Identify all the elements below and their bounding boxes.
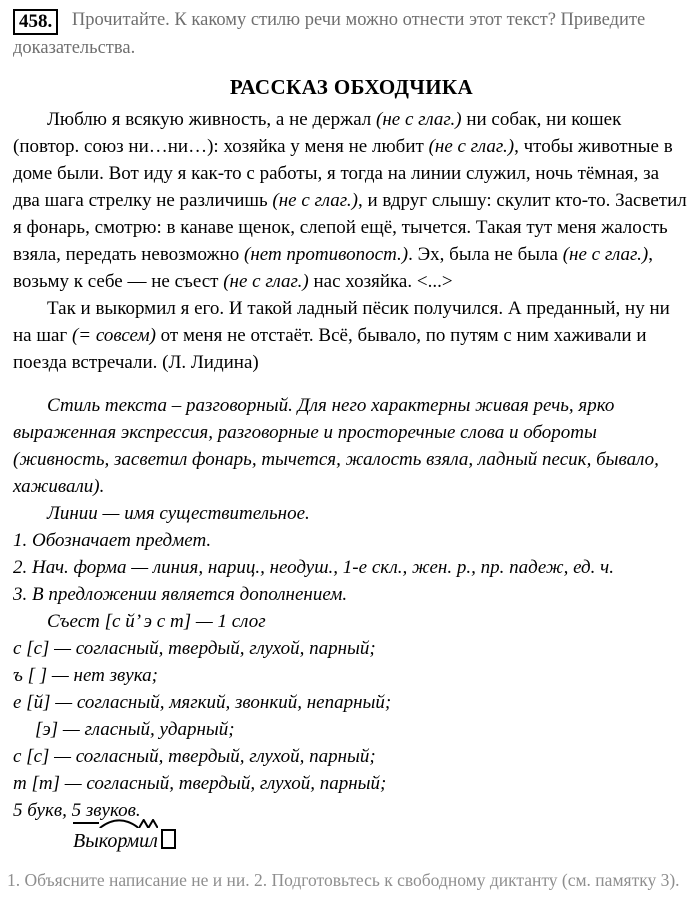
exercise-header bbox=[13, 7, 690, 62]
phonetic-line-hard-sign: ъ [ ] — нет звука; bbox=[13, 665, 158, 686]
grammar-note: (не с глаг.) bbox=[223, 271, 309, 292]
prefix-text: Вы bbox=[73, 830, 99, 852]
letters-sounds-count: 5 букв, 5 звуков. bbox=[13, 800, 141, 821]
analysis-section bbox=[13, 392, 690, 858]
text-run: от меня не отстаёт. Всё, бывало, по путям с ним хаживали и поезда встречали. (Л. Лидина) bbox=[13, 325, 647, 373]
phonetics-heading: Съест [с й’ э с т] — 1 слог bbox=[47, 611, 266, 632]
grammar-note: (не с глаг.) bbox=[376, 109, 462, 130]
morpheme-root bbox=[99, 828, 139, 855]
text-run: . Эх, была не была bbox=[408, 244, 563, 265]
text-run: , возьму к себе — не съест bbox=[13, 244, 653, 292]
text-run: , чтобы животные в доме были. Вот иду я как-то с работы, я тогда на линии служил, ночь тёмная, за два шага стрелку не различишь bbox=[13, 136, 673, 211]
grammar-note: (не с глаг.) bbox=[428, 136, 515, 157]
phonetic-line-s1: с [с] — согласный, твердый, глухой, парный; bbox=[13, 638, 376, 659]
text-run: , и вдруг слышу: скулит кто-то. Засветил я фонарь, смотрю: в канаве щенок, слепой ещё, тычется. Такая тут меня жалость взяла, передать невозможно bbox=[13, 190, 687, 265]
grammar-note: (не с глаг.) bbox=[272, 190, 358, 211]
morpheme-prefix bbox=[73, 828, 99, 855]
story-paragraph-2 bbox=[13, 295, 690, 376]
text-run: Так и выкормил я его. И такой ладный пёсик получился. А преданный, ну ни на шаг bbox=[13, 298, 670, 346]
word-parse-vykormil bbox=[73, 828, 690, 858]
phonetic-line-s2: с [с] — согласный, твердый, глухой, парный; bbox=[13, 746, 376, 767]
story-title: РАССКАЗ ОБХОДЧИКА bbox=[229, 75, 474, 99]
suffix-caret-marks bbox=[139, 819, 158, 828]
morphology-item-3: 3. В предложении является дополнением. bbox=[13, 584, 348, 605]
root-text: корм bbox=[98, 830, 140, 852]
grammar-note: (не с глаг.) bbox=[562, 244, 649, 265]
zero-ending-box bbox=[161, 829, 176, 849]
morphology-item-1: 1. Обозначает предмет. bbox=[13, 530, 212, 551]
phonetic-line-e: е [й] — согласный, мягкий, звонкий, непарный; bbox=[13, 692, 392, 713]
phonetic-line-e-vowel: [э] — гласный, ударный; bbox=[35, 719, 235, 740]
text-run: Люблю я всякую живность, а не держал bbox=[47, 109, 377, 130]
exercise-instruction: Прочитайте. К какому стилю речи можно отнести этот текст? Приведите доказательства. bbox=[13, 10, 646, 58]
root-arc-mark bbox=[99, 819, 139, 828]
grammar-note: (= совсем) bbox=[71, 325, 156, 346]
morphology-heading: Линии — имя существительное. bbox=[47, 503, 310, 524]
morphology-item-2: 2. Нач. форма — линия, нариц., неодуш., 1-е скл., жен. р., пр. падеж, ед. ч. bbox=[13, 557, 614, 578]
morpheme-suffix bbox=[139, 828, 158, 855]
exercise-number: 458. bbox=[13, 9, 58, 35]
suffix-text: ил bbox=[139, 830, 158, 852]
story-paragraph-1 bbox=[13, 106, 690, 295]
footer-tasks: 1. Объясните написание не и ни. 2. Подготовьтесь к свободному диктанту (см. памятку 3). bbox=[7, 870, 680, 890]
prefix-line-mark bbox=[73, 822, 99, 824]
grammar-note: (нет противопост.) bbox=[244, 244, 409, 265]
phonetic-line-t: т [т] — согласный, твердый, глухой, парный; bbox=[13, 773, 387, 794]
style-conclusion: Стиль текста – разговорный. Для него характерны живая речь, ярко выраженная экспрессия, разговорные и просторечные слова и обороты (живность, засветил фонарь, тычется, жалость взяла, ладный песик, бывало, хаживали). bbox=[13, 395, 659, 497]
text-run: нас хозяйка. <...> bbox=[308, 271, 453, 292]
text-run: ни собак, ни кошек (повтор. союз ни…ни…): хозяйка у меня не любит bbox=[13, 109, 622, 157]
